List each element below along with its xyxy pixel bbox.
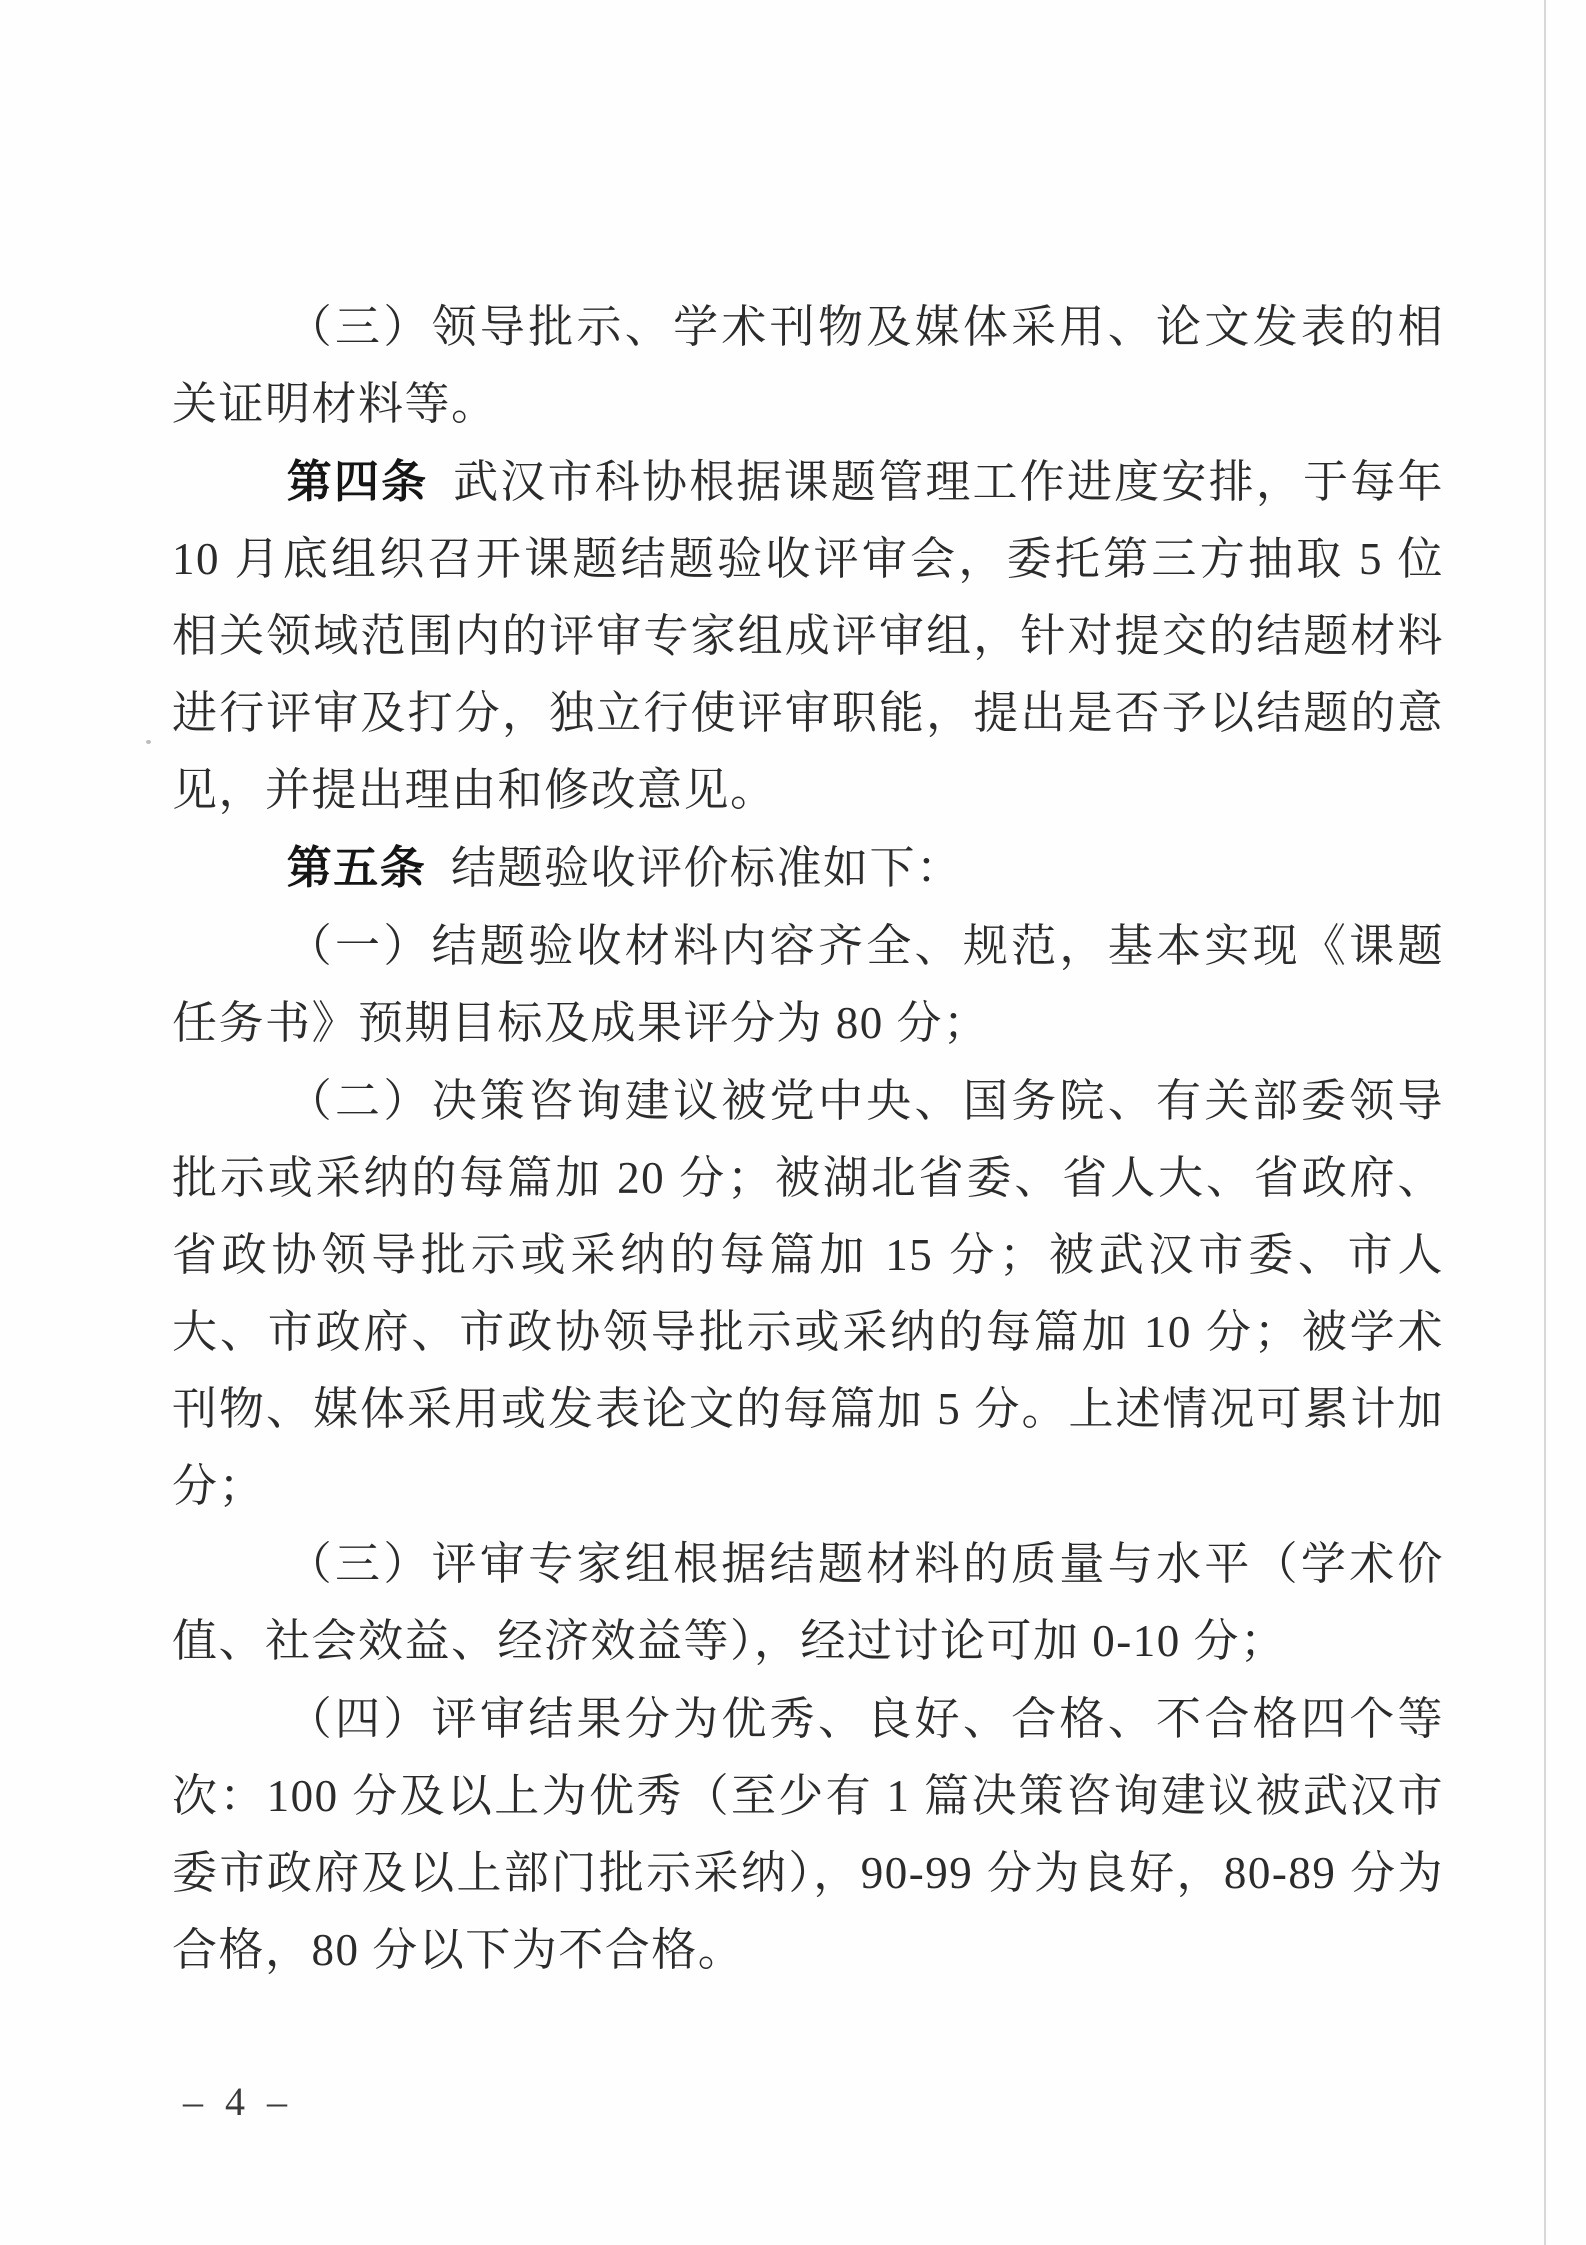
paragraph-text: （四）评审结果分为优秀、良好、合格、不合格四个等次：100 分及以上为优秀（至少有 1 篇决策咨询建议被武汉市委市政府及以上部门批示采纳），90-99 分为良好，80-89 分为合格，80 分以下为不合格。 bbox=[172, 1694, 1444, 1975]
document-body bbox=[172, 288, 1444, 1989]
paragraph bbox=[172, 288, 1444, 443]
paragraph bbox=[172, 1525, 1444, 1680]
paragraph-text: （一）结题验收材料内容齐全、规范，基本实现《课题任务书》预期目标及成果评分为 80 分； bbox=[172, 921, 1444, 1048]
paragraph bbox=[172, 443, 1444, 829]
paragraph bbox=[172, 1062, 1444, 1525]
paragraph-text: （二）决策咨询建议被党中央、国务院、有关部委领导批示或采纳的每篇加 20 分；被湖北省委、省人大、省政府、省政协领导批示或采纳的每篇加 15 分；被武汉市委、市人大、市政府、市政协领导批示或采纳的每篇加 10 分；被学术刊物、媒体采用或发表论文的每篇加 5 分。上述情况可累计加分； bbox=[172, 1076, 1444, 1511]
scan-speck bbox=[146, 740, 151, 744]
article-number-label: 第四条 bbox=[286, 456, 429, 507]
paragraph-text: 结题验收评价标准如下： bbox=[451, 843, 963, 893]
paragraph-text: 武汉市科协根据课题管理工作进度安排，于每年 10 月底组织召开课题结题验收评审会，委托第三方抽取 5 位相关领域范围内的评审专家组成评审组，针对提交的结题材料进行评审及打分，独立行使评审职能，提出是否予以结题的意见，并提出理由和修改意见。 bbox=[172, 457, 1444, 815]
paragraph-text: （三）领导批示、学术刊物及媒体采用、论文发表的相关证明材料等。 bbox=[172, 302, 1444, 429]
paragraph bbox=[172, 1680, 1444, 1989]
page-number: – 4 – bbox=[183, 2079, 293, 2124]
paragraph bbox=[172, 829, 1444, 907]
paragraph-text: （三）评审专家组根据结题材料的质量与水平（学术价值、社会效益、经济效益等），经过讨论可加 0-10 分； bbox=[172, 1539, 1444, 1666]
paragraph bbox=[172, 907, 1444, 1062]
scan-edge-line bbox=[1544, 0, 1546, 2245]
article-number-label: 第五条 bbox=[286, 842, 427, 893]
